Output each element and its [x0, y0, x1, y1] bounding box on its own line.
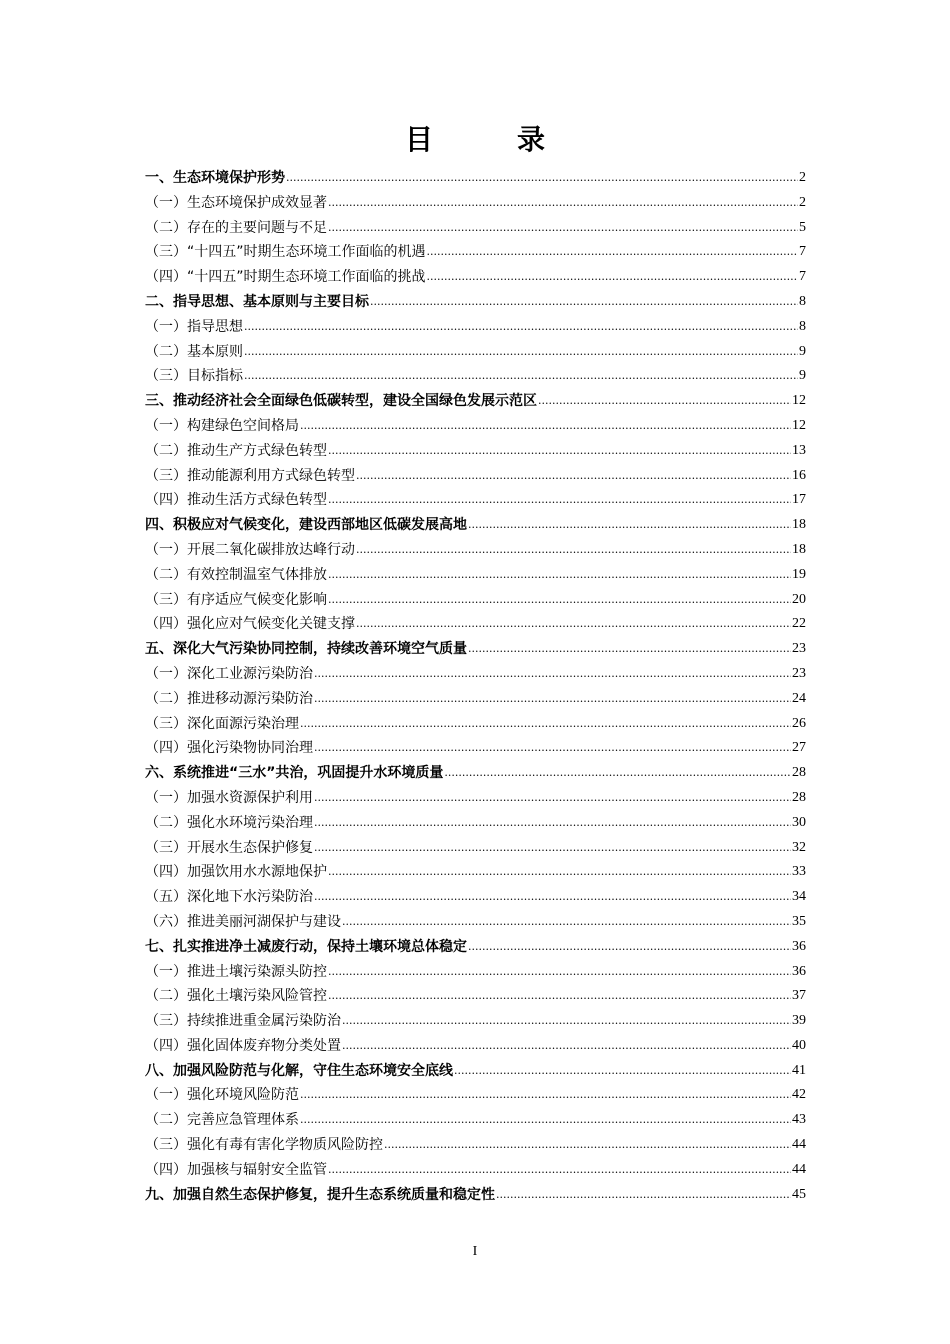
toc-entry-page: 9 — [799, 343, 806, 359]
toc-section-entry[interactable] — [145, 265, 806, 290]
toc-entry-label: （三）开展水生态保护修复 — [145, 839, 313, 856]
toc-entry-label: （三）强化有毒有害化学物质风险防控 — [145, 1137, 383, 1154]
toc-entry-label: （四）加强核与辐射安全监管 — [145, 1161, 327, 1178]
toc-entry-label: （四）强化应对气候变化关键支撑 — [145, 616, 355, 633]
toc-section-entry[interactable] — [145, 588, 806, 613]
toc-entry-page: 26 — [792, 715, 806, 731]
toc-dot-leader — [328, 860, 791, 885]
toc-entry-page: 22 — [792, 616, 806, 632]
toc-entry-label: （一）推进土壤污染源头防控 — [145, 963, 327, 980]
toc-entry-page: 19 — [792, 566, 806, 582]
toc-entry-label: （二）有效控制温室气体排放 — [145, 566, 327, 583]
toc-entry-page: 2 — [799, 170, 806, 185]
toc-entry-page: 39 — [792, 1013, 806, 1029]
toc-dot-leader — [300, 712, 791, 737]
toc-dot-leader — [328, 439, 791, 464]
toc-entry-label: （一）指导思想 — [145, 318, 243, 335]
toc-dot-leader — [328, 216, 798, 241]
toc-section-entry[interactable] — [145, 439, 806, 464]
table-of-contents — [145, 166, 806, 1207]
toc-dot-leader — [314, 662, 791, 687]
toc-entry-page: 18 — [792, 541, 806, 557]
toc-section-entry[interactable] — [145, 563, 806, 588]
toc-section-entry[interactable] — [145, 984, 806, 1009]
toc-dot-leader — [454, 1059, 791, 1084]
toc-entry-page: 40 — [792, 1037, 806, 1053]
toc-section-entry[interactable] — [145, 240, 806, 265]
toc-chapter-entry[interactable] — [145, 389, 806, 414]
toc-section-entry[interactable] — [145, 712, 806, 737]
toc-entry-page: 7 — [799, 269, 806, 285]
toc-entry-page: 36 — [792, 938, 806, 954]
toc-dot-leader — [328, 960, 791, 985]
toc-section-entry[interactable] — [145, 1108, 806, 1133]
toc-entry-page: 36 — [792, 963, 806, 979]
toc-dot-leader — [300, 1108, 791, 1133]
toc-dot-leader — [468, 513, 791, 538]
toc-dot-leader — [244, 315, 798, 340]
toc-section-entry[interactable] — [145, 340, 806, 365]
toc-entry-page: 35 — [792, 913, 806, 929]
toc-dot-leader — [468, 637, 791, 662]
toc-section-entry[interactable] — [145, 612, 806, 637]
toc-section-entry[interactable] — [145, 811, 806, 836]
toc-dot-leader — [314, 811, 791, 836]
toc-entry-label: （一）加强水资源保护利用 — [145, 789, 313, 806]
toc-entry-label: 三、推动经济社会全面绿色低碳转型，建设全国绿色发展示范区 — [145, 393, 537, 410]
toc-dot-leader — [314, 836, 791, 861]
toc-dot-leader — [444, 761, 791, 786]
toc-section-entry[interactable] — [145, 910, 806, 935]
toc-entry-page: 23 — [792, 641, 806, 657]
toc-entry-page: 37 — [792, 988, 806, 1004]
toc-entry-page: 33 — [792, 864, 806, 880]
toc-section-entry[interactable] — [145, 786, 806, 811]
toc-entry-label: （二）推进移动源污染防治 — [145, 690, 313, 707]
toc-entry-page: 42 — [792, 1087, 806, 1103]
toc-entry-label: （六）推进美丽河湖保护与建设 — [145, 913, 341, 930]
toc-entry-page: 8 — [799, 293, 806, 309]
toc-entry-label: （一）生态环境保护成效显著 — [145, 194, 327, 211]
toc-chapter-entry[interactable] — [145, 166, 806, 191]
toc-entry-label: （四）强化固体废弃物分类处置 — [145, 1037, 341, 1054]
toc-dot-leader — [328, 488, 791, 513]
toc-entry-label: 四、积极应对气候变化，建设西部地区低碳发展高地 — [145, 517, 467, 534]
toc-entry-page: 43 — [792, 1112, 806, 1128]
toc-entry-label: （一）深化工业源污染防治 — [145, 665, 313, 682]
toc-section-entry[interactable] — [145, 885, 806, 910]
toc-dot-leader — [356, 538, 791, 563]
toc-entry-page: 12 — [792, 417, 806, 433]
toc-dot-leader — [496, 1183, 791, 1208]
toc-entry-page: 8 — [799, 318, 806, 334]
toc-entry-page: 41 — [792, 1062, 806, 1078]
toc-entry-page: 28 — [792, 789, 806, 805]
toc-entry-page: 44 — [792, 1137, 806, 1153]
toc-entry-page: 30 — [792, 814, 806, 830]
toc-section-entry[interactable] — [145, 860, 806, 885]
toc-section-entry[interactable] — [145, 488, 806, 513]
toc-section-entry[interactable] — [145, 191, 806, 216]
toc-entry-label: （三）目标指标 — [145, 368, 243, 385]
toc-entry-page: 17 — [792, 492, 806, 508]
toc-dot-leader — [314, 687, 791, 712]
toc-entry-page: 34 — [792, 889, 806, 905]
toc-entry-label: （三）持续推进重金属污染防治 — [145, 1013, 341, 1030]
toc-entry-label: 七、扎实推进净土减废行动，保持土壤环境总体稳定 — [145, 938, 467, 955]
toc-chapter-entry[interactable] — [145, 761, 806, 786]
toc-entry-label: （四）强化污染物协同治理 — [145, 740, 313, 757]
toc-chapter-entry[interactable] — [145, 935, 806, 960]
toc-dot-leader — [328, 984, 791, 1009]
toc-dot-leader — [342, 1034, 791, 1059]
toc-chapter-entry[interactable] — [145, 513, 806, 538]
toc-dot-leader — [314, 885, 791, 910]
toc-entry-label: 八、加强风险防范与化解，守住生态环境安全底线 — [145, 1062, 453, 1079]
toc-entry-page: 7 — [799, 244, 806, 260]
toc-dot-leader — [356, 612, 791, 637]
toc-section-entry[interactable] — [145, 315, 806, 340]
toc-dot-leader — [286, 166, 798, 191]
toc-section-entry[interactable] — [145, 736, 806, 761]
toc-section-entry[interactable] — [145, 1009, 806, 1034]
toc-dot-leader — [328, 1158, 791, 1183]
toc-entry-label: 五、深化大气污染协同控制，持续改善环境空气质量 — [145, 641, 467, 658]
toc-entry-label: （一）开展二氧化碳排放达峰行动 — [145, 541, 355, 558]
toc-entry-page: 28 — [792, 765, 806, 781]
toc-section-entry[interactable] — [145, 1158, 806, 1183]
toc-dot-leader — [244, 340, 798, 365]
toc-dot-leader — [300, 414, 791, 439]
toc-entry-label: （二）基本原则 — [145, 343, 243, 360]
toc-entry-page: 12 — [792, 393, 806, 409]
toc-entry-label: （三）推动能源利用方式绿色转型 — [145, 467, 355, 484]
toc-section-entry[interactable] — [145, 1083, 806, 1108]
toc-section-entry[interactable] — [145, 464, 806, 489]
toc-section-entry[interactable] — [145, 687, 806, 712]
toc-entry-label: （二）完善应急管理体系 — [145, 1112, 299, 1129]
toc-entry-label: 二、指导思想、基本原则与主要目标 — [145, 293, 369, 310]
toc-section-entry[interactable] — [145, 1133, 806, 1158]
toc-dot-leader — [384, 1133, 791, 1158]
toc-dot-leader — [342, 910, 791, 935]
toc-dot-leader — [342, 1009, 791, 1034]
toc-entry-label: （一）强化环境风险防范 — [145, 1087, 299, 1104]
page-title: 目 录 — [404, 123, 573, 156]
toc-chapter-entry[interactable] — [145, 1059, 806, 1084]
toc-section-entry[interactable] — [145, 364, 806, 389]
toc-entry-page: 18 — [792, 517, 806, 533]
toc-entry-label: （三）有序适应气候变化影响 — [145, 591, 327, 608]
toc-chapter-entry[interactable] — [145, 290, 806, 315]
toc-entry-page: 23 — [792, 665, 806, 681]
toc-dot-leader — [356, 464, 791, 489]
toc-entry-page: 5 — [799, 219, 806, 235]
toc-dot-leader — [244, 364, 798, 389]
toc-dot-leader — [427, 265, 798, 290]
toc-entry-page: 9 — [799, 368, 806, 384]
toc-section-entry[interactable] — [145, 414, 806, 439]
toc-entry-page: 45 — [792, 1186, 806, 1202]
toc-entry-label: （一）构建绿色空间格局 — [145, 417, 299, 434]
toc-entry-label: 六、系统推进“三水”共治，巩固提升水环境质量 — [145, 765, 444, 782]
toc-dot-leader — [328, 191, 798, 216]
toc-entry-page: 2 — [799, 194, 806, 210]
toc-entry-page: 20 — [792, 591, 806, 607]
toc-entry-page: 27 — [792, 740, 806, 756]
toc-entry-page: 13 — [792, 442, 806, 458]
toc-dot-leader — [468, 935, 791, 960]
toc-dot-leader — [427, 240, 798, 265]
toc-section-entry[interactable] — [145, 538, 806, 563]
toc-chapter-entry[interactable] — [145, 1183, 806, 1208]
toc-entry-label: （二）存在的主要问题与不足 — [145, 219, 327, 236]
toc-entry-page: 16 — [792, 467, 806, 483]
toc-entry-label: （二）强化水环境污染治理 — [145, 814, 313, 831]
toc-section-entry[interactable] — [145, 216, 806, 241]
toc-entry-label: （四）加强饮用水水源地保护 — [145, 864, 327, 881]
page-number: I — [472, 1244, 478, 1259]
toc-entry-label: （五）深化地下水污染防治 — [145, 889, 313, 906]
toc-dot-leader — [538, 389, 791, 414]
toc-section-entry[interactable] — [145, 662, 806, 687]
toc-dot-leader — [314, 736, 791, 761]
toc-entry-label: （四）“十四五”时期生态环境工作面临的挑战 — [145, 269, 426, 286]
toc-entry-label: （三）深化面源污染治理 — [145, 715, 299, 732]
toc-dot-leader — [328, 563, 791, 588]
toc-entry-label: （四）推动生活方式绿色转型 — [145, 492, 327, 509]
toc-entry-page: 32 — [792, 839, 806, 855]
toc-section-entry[interactable] — [145, 960, 806, 985]
toc-entry-label: 九、加强自然生态保护修复，提升生态系统质量和稳定性 — [145, 1186, 495, 1203]
toc-dot-leader — [300, 1083, 791, 1108]
toc-dot-leader — [370, 290, 798, 315]
toc-entry-label: （二）推动生产方式绿色转型 — [145, 442, 327, 459]
toc-entry-label: （二）强化土壤污染风险管控 — [145, 988, 327, 1005]
toc-section-entry[interactable] — [145, 1034, 806, 1059]
toc-entry-page: 44 — [792, 1161, 806, 1177]
toc-section-entry[interactable] — [145, 836, 806, 861]
toc-dot-leader — [328, 588, 791, 613]
toc-entry-label: 一、生态环境保护形势 — [145, 170, 285, 186]
toc-entry-page: 24 — [792, 690, 806, 706]
toc-chapter-entry[interactable] — [145, 637, 806, 662]
toc-dot-leader — [314, 786, 791, 811]
toc-entry-label: （三）“十四五”时期生态环境工作面临的机遇 — [145, 244, 426, 261]
